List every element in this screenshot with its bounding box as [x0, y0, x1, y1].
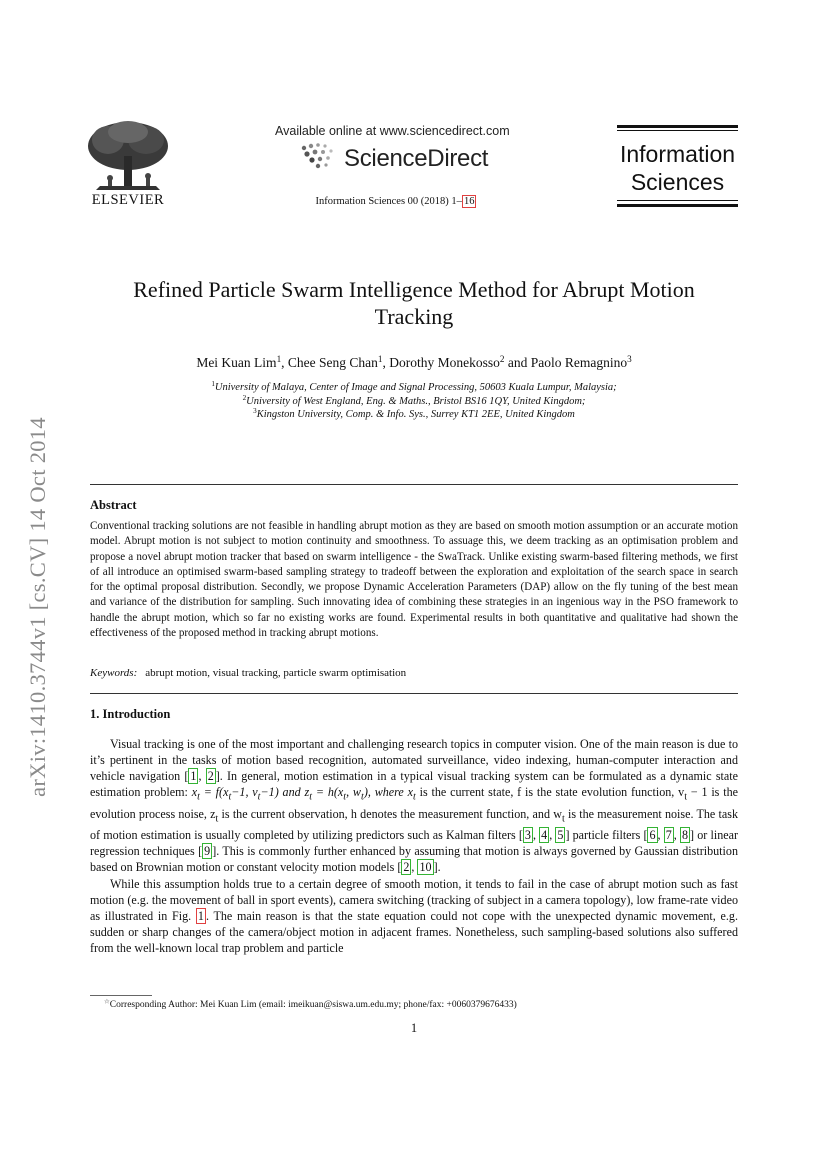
- journal-header: [0, 0, 828, 240]
- footnote: [90, 1000, 752, 1010]
- journal-rule-bottom-thick: [617, 204, 738, 207]
- math-text: −1) and z: [260, 785, 310, 800]
- paragraph-text: ]. In general, motion estimation in a typical visual tracking system can be formulated as a dynamic state estimation problem:: [90, 769, 738, 800]
- author-name: Mei Kuan Lim: [196, 355, 277, 370]
- math-subscript: t: [361, 791, 364, 803]
- citation-link[interactable]: 8: [681, 828, 689, 843]
- math-text: , w: [346, 785, 362, 800]
- math-text: −1, v: [231, 785, 258, 800]
- author-separator: ,: [281, 355, 288, 370]
- author-list: [100, 355, 728, 371]
- section-heading-introduction: 1. Introduction: [90, 707, 171, 721]
- abstract-bottom-rule: [90, 693, 738, 694]
- abstract-text: Conventional tracking solutions are not feasible in handling abrupt motion as they are based on smooth motion assumption or an accurate motion model. Abrupt motion is not subject to motion continuity and smoothness. To assuage this, we deem tracking as an optimisation problem and propose a novel abrupt motion tracker that based on swarm intelligence - the SwaTrack. Unlike existing swarm-based filtering methods, we first of all introduce an optimised swarm-based sampling strategy to tradeoff between the exploration and exploitation of the search space in search for the optimal proposal distribution. Secondly, we propose Dynamic Acceleration Parameters (DAP) allow on the fly tuning of the best mean and variance of the distribution for sampling. Such innovating idea of combining these strategies in an ingenious way in the PSO framework to handle the abrupt motion, which so far no existing works are found. Experimental results in both quantitative and qualitative had shown the effectiveness of the proposed method in tracking abrupt motions.: [90, 520, 738, 640]
- math-subscript: t: [257, 791, 261, 803]
- math-text: = f(x: [199, 785, 229, 800]
- publisher-name: ELSEVIER: [91, 192, 165, 208]
- math-symbol: x: [191, 785, 198, 800]
- author-separator: and: [504, 355, 531, 370]
- math-subscript: t: [197, 791, 200, 803]
- author-name: Dorothy Monekosso: [389, 355, 500, 370]
- paragraph: [90, 876, 738, 956]
- citation-link[interactable]: 4: [541, 828, 548, 843]
- paragraph-text: ].: [433, 860, 441, 875]
- footnote-mark: ☆: [104, 998, 110, 1006]
- footnote-text: Corresponding Author: Mei Kuan Lim (email: imeikuan@siswa.um.edu.my; phone/fax: +0060379676433): [109, 1000, 517, 1010]
- author-affil-mark: 2: [499, 353, 505, 364]
- citation-link[interactable]: 2: [403, 860, 410, 875]
- citation-link[interactable]: 2: [207, 769, 214, 784]
- math-text: ), where x: [363, 785, 413, 800]
- available-online-text: Available online at www.sciencedirect.com: [275, 124, 510, 138]
- keywords-line: [90, 667, 738, 679]
- affiliation-text: Kingston University, Comp. & Info. Sys., Surrey KT1 2EE, United Kingdom: [256, 409, 575, 420]
- citation-link[interactable]: 7: [665, 828, 672, 843]
- journal-name-line2: Sciences: [630, 169, 725, 195]
- citation-link[interactable]: 6: [649, 828, 656, 843]
- paragraph-text: ] particle filters [: [565, 828, 648, 843]
- math-subscript: t: [413, 791, 416, 803]
- affiliation: [100, 381, 728, 395]
- paragraph-text: is the current state, f is the state evolution function, v: [415, 785, 685, 800]
- paragraph-text: . The main reason is that the state equation could not cope with the unexpected dynamic movement, e.g. sudden or sharp changes of the camera/object motion in adjacent frames. Nonetheless, such sampling-based solutions also suffered from the well-known local trap problem and particle: [90, 908, 738, 955]
- keywords-label: Keywords:: [90, 667, 138, 679]
- sciencedirect-wordmark: ScienceDirect: [344, 145, 489, 172]
- figure-reference-link[interactable]: 1: [197, 908, 204, 923]
- citation-link[interactable]: 5: [557, 828, 564, 843]
- math-subscript: t: [343, 791, 347, 803]
- abstract-heading: Abstract: [90, 498, 137, 512]
- paragraph-text: ]. This is commonly further enhanced by assuming that motion is always governed by Gaussian distribution based on Brownian motion or constant velocity motion models [: [90, 844, 739, 875]
- sciencedirect-dots-logo: [298, 142, 338, 172]
- author-name: Chee Seng Chan: [287, 355, 378, 370]
- arxiv-identifier-stamp: [16, 372, 60, 842]
- math-subscript: t: [684, 791, 687, 803]
- affiliation: [100, 395, 728, 409]
- journal-rule-bottom-thin: [617, 200, 738, 201]
- author-affil-mark: 1: [377, 353, 383, 364]
- author-separator: ,: [382, 355, 390, 370]
- math-subscript: t: [228, 791, 232, 803]
- citation-link[interactable]: 1: [190, 769, 197, 784]
- affiliation-text: University of Malaya, Center of Image and Signal Processing, 50603 Kuala Lumpur, Malaysia;: [214, 382, 617, 393]
- math-subscript: t: [309, 791, 313, 803]
- citation-link[interactable]: 3: [524, 828, 531, 843]
- affiliation-text: University of West England, Eng. & Maths., Bristol BS16 1QY, United Kingdom;: [246, 395, 586, 407]
- paragraph-text: is the measurement noise. The task of motion estimation is usually completed by utilizing predictors such as Kalman filters [: [90, 806, 738, 843]
- paper-title: Refined Particle Swarm Intelligence Method for Abrupt Motion Tracking: [133, 277, 695, 329]
- last-page-link[interactable]: 16: [463, 196, 475, 207]
- affiliation-list: [100, 381, 728, 422]
- citation-link[interactable]: 9: [204, 844, 211, 859]
- introduction-body: [90, 736, 738, 956]
- abstract-top-rule: [90, 484, 738, 485]
- paragraph-text: is the current observation, h denotes the measurement function, and w: [218, 806, 562, 821]
- author-name: Paolo Remagnino: [530, 355, 628, 370]
- page-number: 1: [410, 1021, 418, 1035]
- paragraph-text: While this assumption holds true to a certain degree of smooth motion, it tends to fail in the case of abrupt motion such as fast motion (e.g. the movement of ball in sport events), camera switching (tracking of subject in a camera topology), low frame-rate video as illustrated in Fig.: [90, 876, 738, 923]
- affiliation-mark: 1: [211, 380, 215, 389]
- math-text: = h(x: [312, 785, 344, 800]
- paragraph-text: Visual tracking is one of the most important and challenging research topics in computer vision. One of the main reason is due to it’s pertinent in the tasks of motion based recognition, automated surveillance, video indexing, human-computer interaction and vehicle navigation [: [90, 737, 738, 784]
- citation-link[interactable]: 10: [419, 860, 432, 875]
- arxiv-identifier-text: arXiv:1410.3744v1 [cs.CV] 14 Oct 2014: [25, 417, 50, 797]
- author-affil-mark: 3: [627, 353, 632, 364]
- math-subscript: t: [561, 813, 565, 825]
- footnote-rule: [90, 995, 152, 996]
- keywords-text: abrupt motion, visual tracking, particle swarm optimisation: [145, 667, 407, 679]
- affiliation: [100, 408, 728, 422]
- journal-name-line1: Information: [619, 141, 736, 167]
- journal-rule-top-thin: [617, 130, 738, 131]
- paragraph: Visual tracking is one of the most important and challenging research topics in computer vision. One of the main reason is due to it’s pertinent in the tasks of motion based recognition, automated surveillance, video indexing, human-computer interaction and vehicle navigation [ 1 , 2 ]. In general, motion estimation in a typical visual tracking system can be formulated as a dynamic state estimation problem: $x_t = f(x_t-1$, $v_t-1$) and $z_t = h(x_t$, $w_t$), where $x_t$ is the current state, f is the state evolution function, $v_t - 1$ is the evolution process noise, $z_t$ is the current observation, h denotes the measurement function, and $w_t$ is the measurement noise. The task of motion estimation is usually completed by utilizing predictors such as Kalman filters [ 3 , 4 , 5 ] particle filters [ 6 , 7 , 8 ] or linear regression techniques [ 9 ]. This is commonly further enhanced by assuming that motion is always governed by Gaussian distribution based on Brownian motion or constant velocity motion models [ 2 , 10 ].: [90, 737, 739, 875]
- journal-reference-text: Information Sciences 00 (2018) 1–: [315, 196, 462, 207]
- author-affil-mark: 1: [276, 353, 282, 364]
- paragraph-text: ] or linear regression techniques [: [90, 828, 739, 859]
- journal-reference: [270, 196, 522, 207]
- journal-name: [617, 140, 738, 196]
- math-subscript: t: [215, 813, 219, 825]
- paragraph-text: − 1 is the evolution process noise, z: [90, 785, 738, 821]
- affiliation-mark: 2: [242, 393, 247, 402]
- affiliation-mark: 3: [253, 407, 257, 416]
- journal-rule-top-thick: [617, 125, 738, 128]
